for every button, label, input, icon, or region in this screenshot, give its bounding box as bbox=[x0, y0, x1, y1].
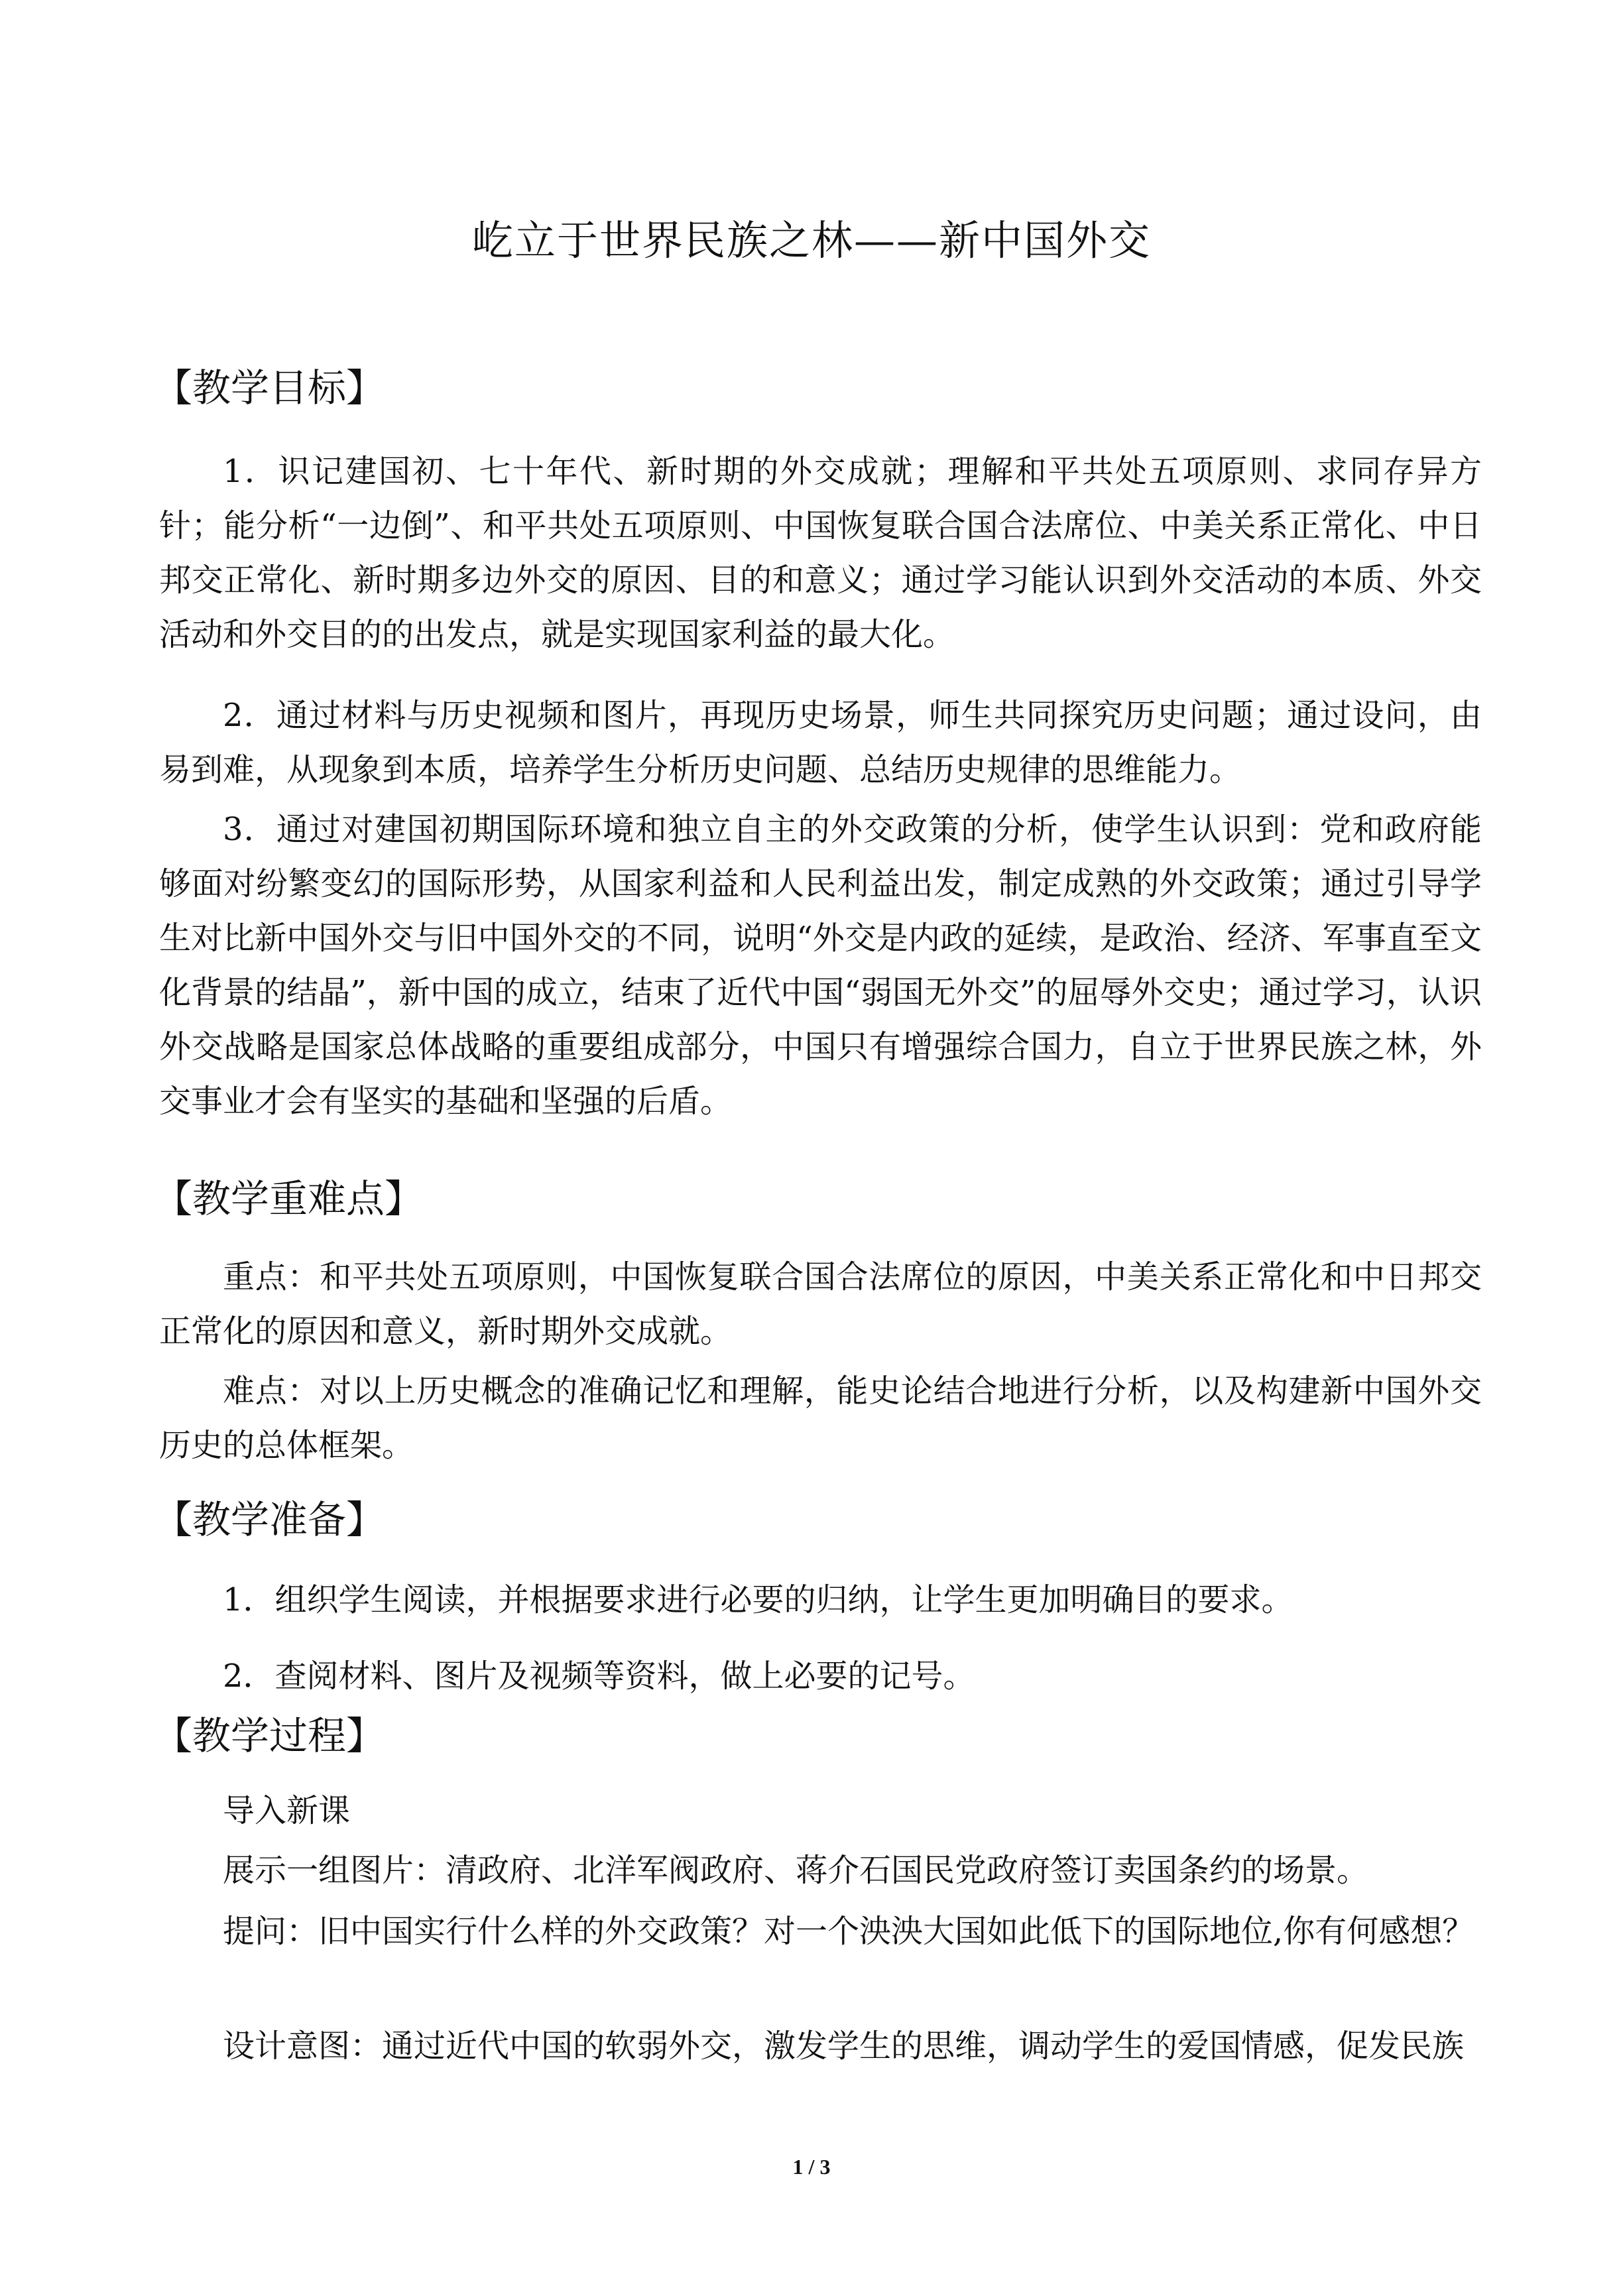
section-heading-process: 【教学过程】 bbox=[154, 1713, 385, 1758]
document-title: 屹立于世界民族之林——新中国外交 bbox=[471, 216, 1151, 265]
process-intro-label: 导入新课 bbox=[223, 1792, 351, 1829]
preparation-item-2: 2．查阅材料、图片及视频等资料，做上必要的记号。 bbox=[223, 1658, 975, 1695]
goals-paragraph-3: 3．通过对建国初期国际环境和独立自主的外交政策的分析，使学生认识到：党和政府能够面对纷繁变幻的国际形势，从国家利益和人民利益出发，制定成熟的外交政策；通过引导学生对比新中国外交与旧中国外交的不同，说明“外交是内政的延续，是政治、经济、军事直至文化背景的结晶”，新中国的成立，结束了近代中国“弱国无外交”的屈辱外交史；通过学习，认识外交战略是国家总体战略的重要组成部分，中国只有增强综合国力，自立于世界民族之林，外交事业才会有坚实的基础和坚强的后盾。 bbox=[159, 811, 1482, 1120]
keypoints-paragraph-focus: 重点：和平共处五项原则，中国恢复联合国合法席位的原因，中美关系正常化和中日邦交正常化的原因和意义，新时期外交成就。 bbox=[159, 1258, 1482, 1350]
section-heading-preparation: 【教学准备】 bbox=[154, 1497, 385, 1542]
section-heading-key-points: 【教学重难点】 bbox=[154, 1176, 424, 1221]
goals-paragraph-1: 1．识记建国初、七十年代、新时期的外交成就；理解和平共处五项原则、求同存异方针；能分析“一边倒”、和平共处五项原则、中国恢复联合国合法席位、中美关系正常化、中日邦交正常化、新时期多边外交的原因、目的和意义；通过学习能认识到外交活动的本质、外交活动和外交目的的出发点，就是实现国家利益的最大化。 bbox=[159, 453, 1482, 653]
preparation-item-1: 1．组织学生阅读，并根据要求进行必要的归纳，让学生更加明确目的要求。 bbox=[223, 1581, 1293, 1618]
process-paragraph-design-intent: 设计意图：通过近代中国的软弱外交，激发学生的思维，调动学生的爱国情感，促发民族 bbox=[223, 2027, 1465, 2065]
process-paragraph-images: 展示一组图片：清政府、北洋军阀政府、蒋介石国民党政府签订卖国条约的场景。 bbox=[223, 1852, 1369, 1889]
section-heading-teaching-goals: 【教学目标】 bbox=[154, 365, 385, 410]
page-number: 1 / 3 bbox=[792, 2155, 831, 2179]
goals-paragraph-2: 2．通过材料与历史视频和图片，再现历史场景，师生共同探究历史问题；通过设问，由易到难，从现象到本质，培养学生分析历史问题、总结历史规律的思维能力。 bbox=[159, 697, 1482, 788]
keypoints-paragraph-difficulty: 难点：对以上历史概念的准确记忆和理解，能史论结合地进行分析，以及构建新中国外交历史的总体框架。 bbox=[159, 1372, 1482, 1464]
process-paragraph-question: 提问：旧中国实行什么样的外交政策？对一个泱泱大国如此低下的国际地位,你有何感想？ bbox=[223, 1913, 1474, 1950]
